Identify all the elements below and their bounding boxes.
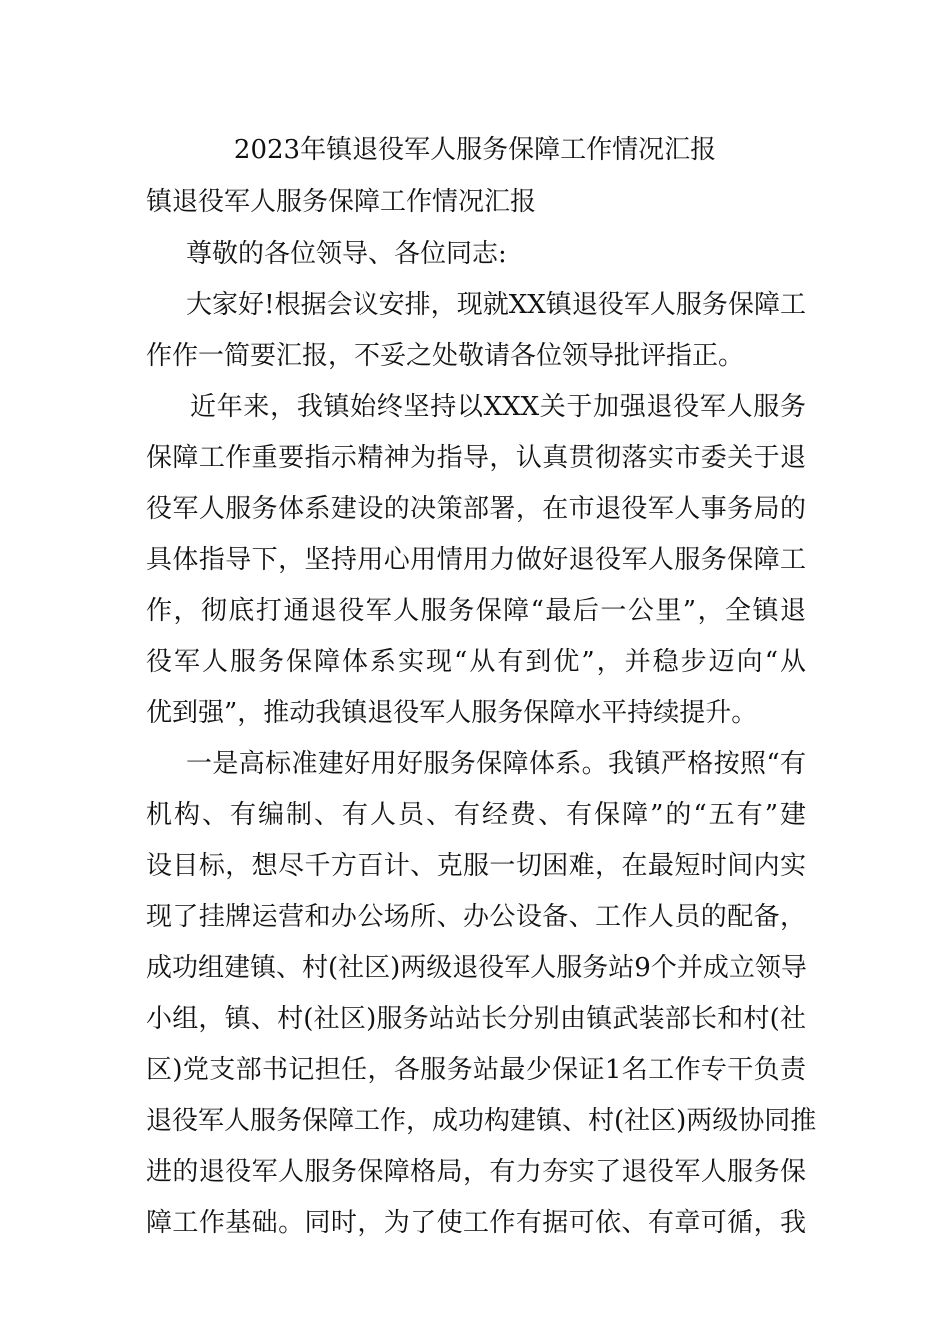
salutation-line: 尊敬的各位领导、各位同志:	[186, 239, 507, 269]
paragraph-line: 优到强”，推动我镇退役军人服务保障水平持续提升。	[146, 698, 758, 728]
paragraph-line: 障工作基础。同时，为了使工作有据可依、有章可循，我	[146, 1208, 806, 1238]
paragraph-line: 设目标，想尽千方百计、克服一切困难，在最短时间内实	[146, 851, 806, 881]
paragraph-line: 小组，镇、村(社区)服务站站长分别由镇武装部长和村(社	[146, 1004, 806, 1034]
paragraph-line: 区)党支部书记担任，各服务站最少保证1名工作专干负责	[146, 1055, 806, 1085]
document-title: 2023年镇退役军人服务保障工作情况汇报	[233, 135, 717, 165]
document-subtitle: 镇退役军人服务保障工作情况汇报	[146, 187, 537, 217]
paragraph-line: 成功组建镇、村(社区)两级退役军人服务站9个并成立领导	[146, 953, 807, 983]
paragraph-line: 近年来，我镇始终坚持以XXX关于加强退役军人服务	[190, 392, 806, 422]
paragraph-line: 机构、有编制、有人员、有经费、有保障”的“五有”建	[146, 800, 806, 830]
paragraph-line: 作，彻底打通退役军人服务保障“最后一公里”，全镇退	[146, 596, 806, 626]
paragraph-line: 一是高标准建好用好服务保障体系。我镇严格按照“有	[186, 749, 806, 779]
paragraph-line: 退役军人服务保障工作，成功构建镇、村(社区)两级协同推	[146, 1106, 817, 1136]
paragraph-line: 现了挂牌运营和办公场所、办公设备、工作人员的配备，	[146, 902, 806, 932]
paragraph-line: 作作一简要汇报，不妥之处敬请各位领导批评指正。	[146, 341, 745, 371]
paragraph-line: 保障工作重要指示精神为指导，认真贯彻落实市委关于退	[146, 443, 806, 473]
paragraph-line: 大家好!根据会议安排，现就XX镇退役军人服务保障工	[186, 290, 806, 320]
paragraph-line: 役军人服务体系建设的决策部署，在市退役军人事务局的	[146, 494, 806, 524]
paragraph-line: 进的退役军人服务保障格局，有力夯实了退役军人服务保	[146, 1157, 806, 1187]
paragraph-line: 具体指导下，坚持用心用情用力做好退役军人服务保障工	[146, 545, 806, 575]
paragraph-line: 役军人服务保障体系实现“从有到优”，并稳步迈向“从	[146, 647, 806, 677]
